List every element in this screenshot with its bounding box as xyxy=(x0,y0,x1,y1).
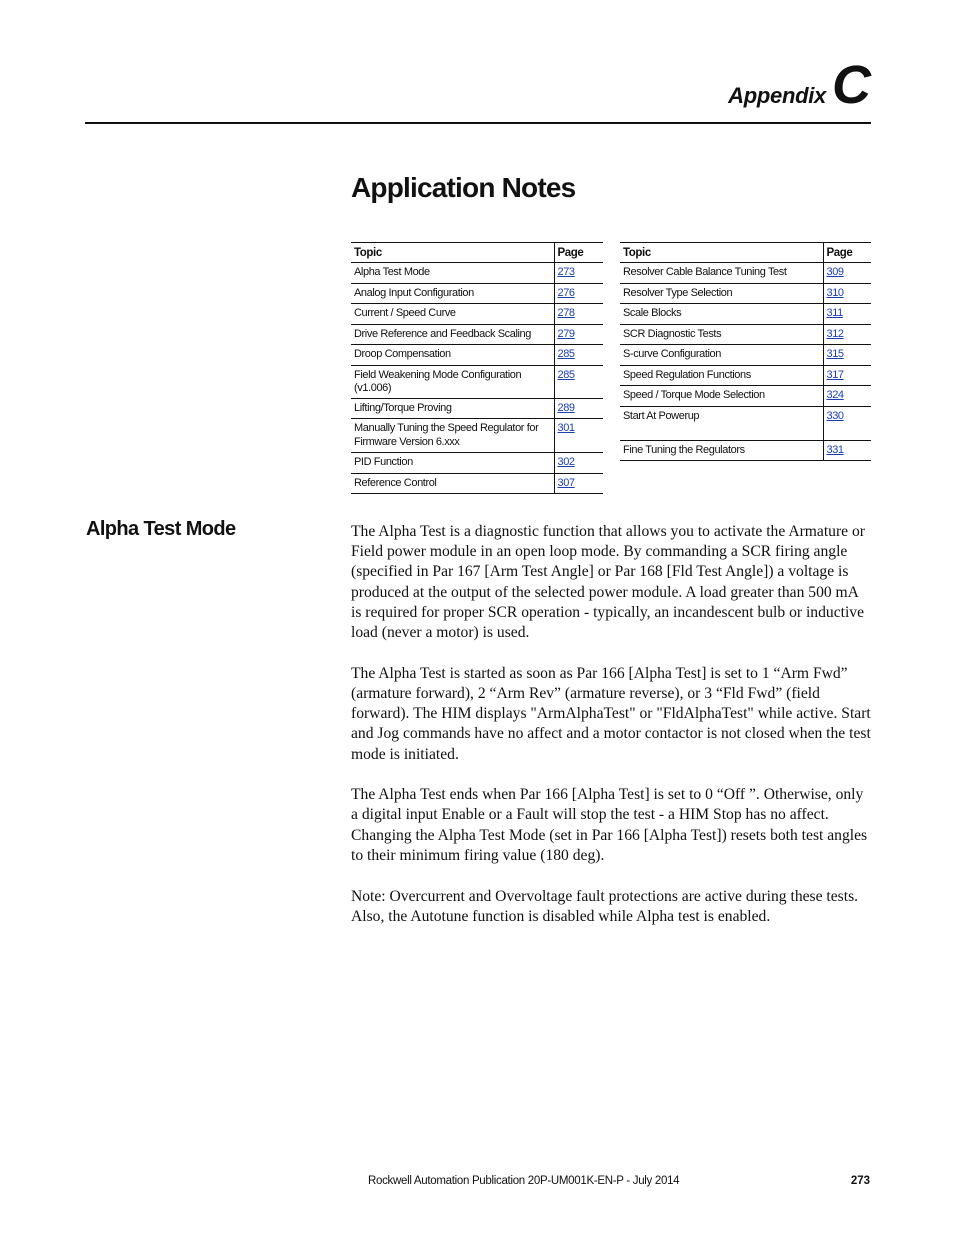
page-link[interactable]: 301 xyxy=(557,422,575,434)
table-row xyxy=(351,283,603,304)
body-paragraph: The Alpha Test is a diagnostic function that allows you to activate the Armature or Field power module in an open loop mode. By commanding a SCR firing angle (specified in Par 167 [Arm Test Angle] or Par 168 [Fld Test Angle]) a voltage is produced at the output of the selected power module. A load greater than 500 mA is required for proper SCR operation - typically, an incandescent bulb or inductive load (never a motor) is used. xyxy=(351,523,865,642)
topic-cell: Lifting/Torque Proving xyxy=(351,398,554,419)
topic-cell: Alpha Test Mode xyxy=(351,263,554,284)
page-link[interactable]: 285 xyxy=(557,348,575,360)
page-cell xyxy=(554,283,603,304)
page-title: Application Notes xyxy=(351,172,576,203)
topic-cell: Analog Input Configuration xyxy=(351,283,554,304)
page-link[interactable]: 311 xyxy=(826,307,843,319)
page-cell xyxy=(554,453,603,474)
page-link[interactable]: 307 xyxy=(557,476,575,489)
page-cell xyxy=(554,304,603,325)
page-link[interactable]: 317 xyxy=(826,368,844,381)
appendix-letter: C xyxy=(832,55,870,115)
appendix-word: Appendix xyxy=(728,83,826,108)
table-row xyxy=(351,419,603,453)
header-rule xyxy=(85,122,871,124)
page-link[interactable]: 312 xyxy=(826,327,844,340)
table-row xyxy=(351,398,603,419)
topic-cell: PID Function xyxy=(351,453,554,474)
topic-cell: Resolver Type Selection xyxy=(620,283,823,304)
table-row xyxy=(351,453,603,474)
topic-cell: SCR Diagnostic Tests xyxy=(620,324,823,345)
page-cell xyxy=(554,365,603,398)
page-cell xyxy=(823,440,871,461)
table-row xyxy=(351,473,603,494)
page-cell xyxy=(823,324,871,345)
table-row xyxy=(620,324,871,345)
table-row xyxy=(351,345,603,366)
table-row xyxy=(620,283,871,304)
topic-cell: Droop Compensation xyxy=(351,345,554,366)
table-row xyxy=(351,324,603,345)
table-row xyxy=(620,406,871,440)
appendix-heading xyxy=(728,55,870,115)
body-paragraph: The Alpha Test is started as soon as Par 166 [Alpha Test] is set to 1 “Arm Fwd” (armature forward), 2 “Arm Rev” (armature reverse), or 3 “Fld Fwd” (field forward). The HIM displays "ArmAlphaTest" or "FldAlphaTest" while active. Start and Jog commands have no affect and a motor contactor is not closed when the test mode is initiated. xyxy=(351,664,871,763)
page-link[interactable]: 310 xyxy=(826,286,844,299)
page-link[interactable]: 279 xyxy=(557,327,575,340)
page-link[interactable]: 273 xyxy=(557,266,575,278)
table-row xyxy=(620,365,871,386)
footer-publication: Rockwell Automation Publication 20P-UM001K-EN-P - July 2014 xyxy=(368,1175,680,1187)
table-header-row xyxy=(620,243,871,263)
topic-cell: Reference Control xyxy=(351,473,554,494)
page-cell xyxy=(554,263,603,284)
page-cell xyxy=(823,283,871,304)
topic-cell: Manually Tuning the Speed Regulator for Firmware Version 6.xxx xyxy=(351,419,554,453)
column-header-topic: Topic xyxy=(620,243,823,263)
column-header-page: Page xyxy=(823,243,871,263)
section-heading: Alpha Test Mode xyxy=(86,518,236,540)
page-cell xyxy=(554,473,603,494)
topic-cell: Speed Regulation Functions xyxy=(620,365,823,386)
topic-cell: Drive Reference and Feedback Scaling xyxy=(351,324,554,345)
page-link[interactable]: 302 xyxy=(557,456,575,468)
page-cell xyxy=(823,386,871,407)
topic-cell: Current / Speed Curve xyxy=(351,304,554,325)
page-link[interactable]: 289 xyxy=(557,401,575,414)
table-row xyxy=(620,440,871,461)
page-link[interactable]: 315 xyxy=(826,348,844,360)
topic-cell: Start At Powerup xyxy=(620,406,823,440)
table-row xyxy=(351,263,603,284)
topics-table-right xyxy=(620,242,871,461)
footer-page-number: 273 xyxy=(850,1175,870,1187)
page-cell xyxy=(554,345,603,366)
page-cell xyxy=(823,263,871,284)
topic-cell: Scale Blocks xyxy=(620,304,823,325)
topic-cell: Fine Tuning the Regulators xyxy=(620,440,823,461)
page-cell xyxy=(823,345,871,366)
page-link[interactable]: 331 xyxy=(826,443,844,456)
section-body xyxy=(351,522,871,947)
page-link[interactable]: 324 xyxy=(826,389,844,401)
page-cell xyxy=(823,406,871,440)
table-row xyxy=(351,304,603,325)
page-link[interactable]: 278 xyxy=(557,307,575,319)
table-row xyxy=(620,263,871,284)
topic-cell: Field Weakening Mode Configuration (v1.006) xyxy=(351,365,554,398)
topic-cell: Resolver Cable Balance Tuning Test xyxy=(620,263,823,284)
table-header-row xyxy=(351,243,603,263)
page-link[interactable]: 276 xyxy=(557,286,575,299)
page-cell xyxy=(554,398,603,419)
column-header-topic: Topic xyxy=(351,243,554,263)
body-paragraph: The Alpha Test ends when Par 166 [Alpha Test] is set to 0 “Off ”. Otherwise, only a digital input Enable or a Fault will stop the test - a HIM Stop has no affect. Changing the Alpha Test Mode (set in Par 166 [Alpha Test]) resets both test angles to their minimum firing value (180 deg). xyxy=(351,786,868,864)
topics-table-left xyxy=(351,242,603,494)
table-row xyxy=(620,345,871,366)
page-cell xyxy=(554,419,603,453)
column-header-page: Page xyxy=(554,243,603,263)
page-link[interactable]: 309 xyxy=(826,266,844,278)
page-link[interactable]: 285 xyxy=(557,368,575,381)
page-cell xyxy=(823,365,871,386)
table-row xyxy=(351,365,603,398)
page-cell xyxy=(823,304,871,325)
table-row xyxy=(620,304,871,325)
body-paragraph: Note: Overcurrent and Overvoltage fault protections are active during these tests. Also, the Autotune function is disabled while Alpha test is enabled. xyxy=(351,887,859,925)
page-link[interactable]: 330 xyxy=(826,409,844,422)
topic-cell: Speed / Torque Mode Selection xyxy=(620,386,823,407)
page-cell xyxy=(554,324,603,345)
table-row xyxy=(620,386,871,407)
topic-cell: S-curve Configuration xyxy=(620,345,823,366)
